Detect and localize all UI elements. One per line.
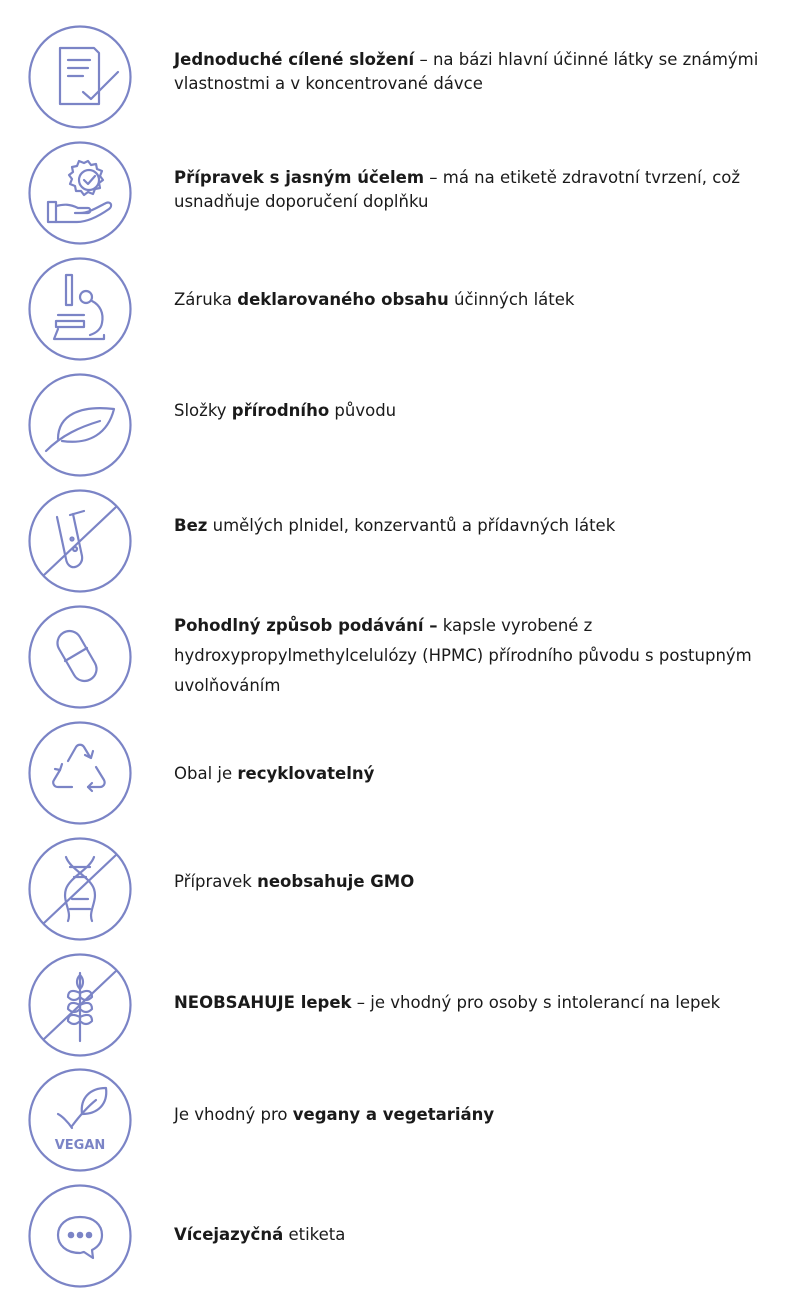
no-gluten-wheat-icon	[28, 953, 132, 1057]
feature-pre: Složky	[174, 401, 232, 420]
document-check-icon	[28, 25, 132, 129]
hand-badge-icon	[28, 141, 132, 245]
no-test-tube-icon	[28, 489, 132, 593]
feature-bold: recyklovatelný	[237, 764, 375, 783]
feature-text	[174, 514, 774, 538]
feature-text	[174, 611, 774, 701]
feature-rest: etiketa	[283, 1225, 346, 1244]
feature-text	[174, 288, 774, 312]
feature-text	[174, 48, 774, 96]
feature-pre: Je vhodný pro	[174, 1105, 293, 1124]
feature-text	[174, 1223, 774, 1247]
feature-text	[174, 1103, 774, 1127]
feature-text	[174, 166, 774, 214]
feature-pre: Přípravek	[174, 872, 258, 891]
feature-bold: neobsahuje GMO	[257, 872, 415, 891]
feature-rest: původu	[329, 401, 397, 420]
feature-bold: Bez	[174, 516, 208, 535]
feature-bold: Přípravek s jasným účelem	[174, 168, 425, 187]
feature-bold: deklarovaného obsahu	[237, 290, 449, 309]
feature-bold: Vícejazyčná	[174, 1225, 284, 1244]
vegan-label: VEGAN	[54, 1138, 106, 1153]
no-gmo-dna-icon	[28, 837, 132, 941]
feature-text	[174, 399, 774, 423]
feature-rest: – má na etiketě zdravotní tvrzení, což usnadňuje doporučení doplňku	[174, 168, 741, 211]
feature-pre: Obal je	[174, 764, 238, 783]
feature-bold: NEOBSAHUJE lepek	[174, 993, 352, 1012]
feature-rest: kapsle vyrobené z hydroxypropylmethylcelulózy (HPMC) přírodního původu s postupným uvolňováním	[174, 616, 752, 695]
feature-rest: umělých plnidel, konzervantů a přídavných látek	[207, 516, 616, 535]
feature-pre: Záruka	[174, 290, 238, 309]
feature-bold: přírodního	[231, 401, 330, 420]
leaf-icon	[28, 373, 132, 477]
capsule-icon	[28, 605, 132, 709]
feature-rest: – je vhodný pro osoby s intolerancí na lepek	[351, 993, 721, 1012]
feature-bold: Pohodlný způsob podávání –	[174, 616, 438, 635]
recycle-icon	[28, 721, 132, 825]
feature-bold: vegany a vegetariány	[292, 1105, 495, 1124]
speech-bubble-icon	[28, 1184, 132, 1288]
feature-text	[174, 870, 774, 894]
microscope-icon	[28, 257, 132, 361]
feature-rest: účinných látek	[448, 290, 575, 309]
feature-text	[174, 991, 774, 1015]
feature-text	[174, 762, 774, 786]
vegan-leaf-icon	[28, 1068, 132, 1172]
feature-rest: – na bázi hlavní účinné látky se známými vlastnostmi a v koncentrované dávce	[174, 50, 759, 93]
feature-bold: Jednoduché cílené složení	[174, 50, 415, 69]
